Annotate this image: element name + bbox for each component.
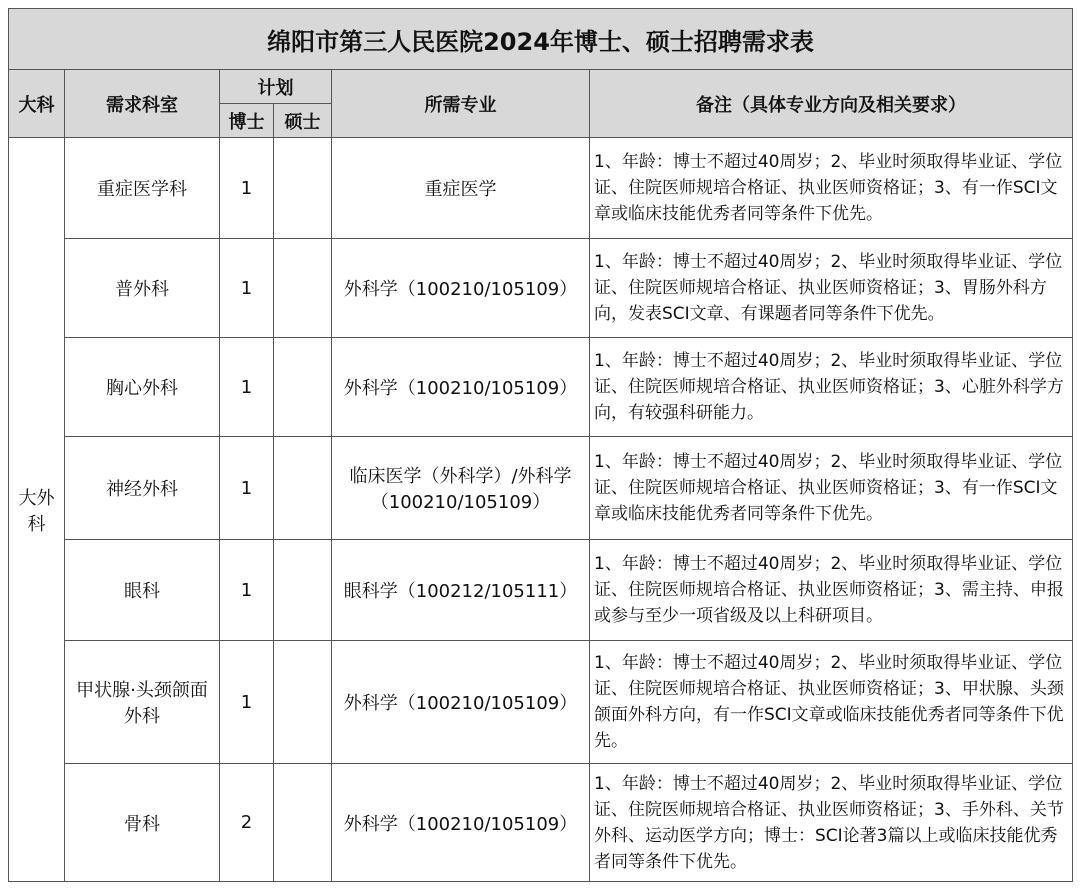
master-count-cell [274, 239, 332, 338]
phd-count-cell: 2 [220, 764, 274, 882]
department-cell: 重症医学科 [65, 138, 220, 239]
notes-cell: 1、年龄：博士不超过40周岁；2、毕业时须取得毕业证、学位证、住院医师规培合格证、执业医师资格证；3、胃肠外科方向，发表SCI文章、有课题者同等条件下优先。 [590, 239, 1073, 338]
table-row [9, 437, 1073, 540]
master-count-cell [274, 764, 332, 882]
major-cell: 重症医学 [332, 138, 590, 239]
major-cell: 外科学（100210/105109） [332, 764, 590, 882]
major-cell: 眼科学（100212/105111） [332, 540, 590, 641]
major-cell: 外科学（100210/105109） [332, 641, 590, 764]
header-plan: 计划 [220, 70, 332, 104]
notes-cell: 1、年龄：博士不超过40周岁；2、毕业时须取得毕业证、学位证、住院医师规培合格证、执业医师资格证；3、有一作SCI文章或临床技能优秀者同等条件下优先。 [590, 138, 1073, 239]
table-row [9, 338, 1073, 437]
table-row [9, 540, 1073, 641]
department-cell: 骨科 [65, 764, 220, 882]
table-row [9, 239, 1073, 338]
category-cell: 大外科 [9, 138, 65, 882]
header-category: 大科 [9, 70, 65, 138]
phd-count-cell: 1 [220, 437, 274, 540]
header-major: 所需专业 [332, 70, 590, 138]
notes-cell: 1、年龄：博士不超过40周岁；2、毕业时须取得毕业证、学位证、住院医师规培合格证、执业医师资格证；3、心脏外科学方向，有较强科研能力。 [590, 338, 1073, 437]
table-row [9, 641, 1073, 764]
notes-cell: 1、年龄：博士不超过40周岁；2、毕业时须取得毕业证、学位证、住院医师规培合格证、执业医师资格证；3、甲状腺、头颈颌面外科方向，有一作SCI文章或临床技能优秀者同等条件下优先。 [590, 641, 1073, 764]
recruitment-table [8, 8, 1073, 882]
phd-count-cell: 1 [220, 540, 274, 641]
master-count-cell [274, 138, 332, 239]
header-notes: 备注（具体专业方向及相关要求） [590, 70, 1073, 138]
phd-count-cell: 1 [220, 239, 274, 338]
department-cell: 神经外科 [65, 437, 220, 540]
department-cell: 眼科 [65, 540, 220, 641]
table-row [9, 764, 1073, 882]
notes-cell: 1、年龄：博士不超过40周岁；2、毕业时须取得毕业证、学位证、住院医师规培合格证、执业医师资格证；3、手外科、关节外科、运动医学方向；博士：SCI论著3篇以上或临床技能优秀者同等条件下优先。 [590, 764, 1073, 882]
master-count-cell [274, 540, 332, 641]
header-phd: 博士 [220, 104, 274, 138]
department-cell: 胸心外科 [65, 338, 220, 437]
master-count-cell [274, 338, 332, 437]
major-cell: 外科学（100210/105109） [332, 338, 590, 437]
department-cell: 普外科 [65, 239, 220, 338]
phd-count-cell: 1 [220, 641, 274, 764]
header-master: 硕士 [274, 104, 332, 138]
notes-cell: 1、年龄：博士不超过40周岁；2、毕业时须取得毕业证、学位证、住院医师规培合格证、执业医师资格证；3、有一作SCI文章或临床技能优秀者同等条件下优先。 [590, 437, 1073, 540]
table-row [9, 138, 1073, 239]
major-cell: 外科学（100210/105109） [332, 239, 590, 338]
notes-cell: 1、年龄：博士不超过40周岁；2、毕业时须取得毕业证、学位证、住院医师规培合格证、执业医师资格证；3、需主持、申报或参与至少一项省级及以上科研项目。 [590, 540, 1073, 641]
master-count-cell [274, 641, 332, 764]
table-title: 绵阳市第三人民医院2024年博士、硕士招聘需求表 [9, 9, 1073, 70]
master-count-cell [274, 437, 332, 540]
phd-count-cell: 1 [220, 138, 274, 239]
major-cell: 临床医学（外科学）/外科学（100210/105109） [332, 437, 590, 540]
phd-count-cell: 1 [220, 338, 274, 437]
header-department: 需求科室 [65, 70, 220, 138]
department-cell: 甲状腺·头颈颌面外科 [65, 641, 220, 764]
